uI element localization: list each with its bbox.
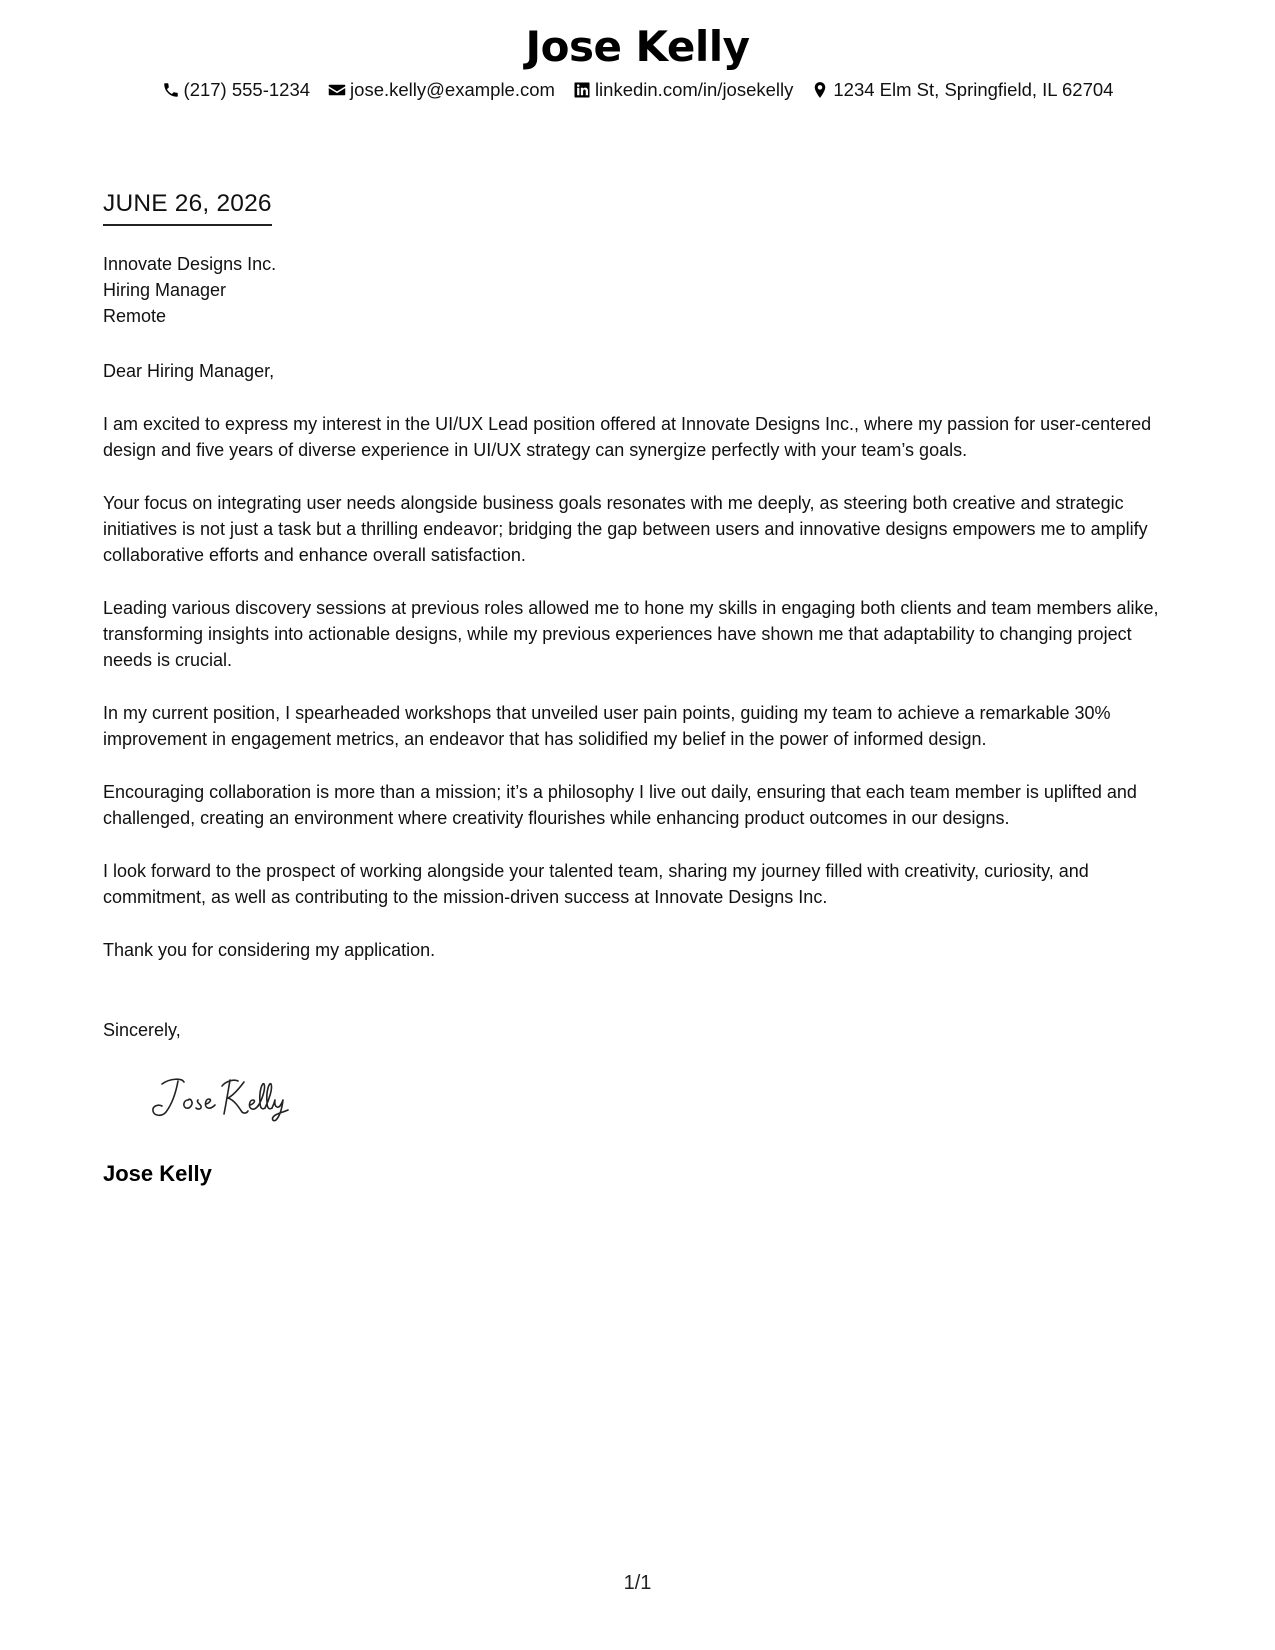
phone-icon: [162, 81, 180, 99]
handwritten-signature: [148, 1072, 318, 1124]
applicant-name: Jose Kelly: [525, 22, 750, 71]
closing: Sincerely,: [103, 1020, 181, 1040]
contact-address-text: 1234 Elm St, Springfield, IL 62704: [833, 79, 1114, 100]
salutation: Dear Hiring Manager,: [103, 361, 275, 381]
body-paragraph: Encouraging collaboration is more than a mission; it’s a philosophy I live out daily, ensuring that each team member is uplifted and challenged, creating an environment where creativity flourishes while enhancing product outcomes in our designs.: [103, 782, 1137, 828]
contact-phone-text: (217) 555-1234: [183, 79, 311, 100]
recipient-location: Remote: [103, 306, 167, 326]
recipient-company: Innovate Designs Inc.: [103, 254, 277, 274]
contact-linkedin: [573, 79, 793, 101]
recipient-block: [103, 251, 276, 329]
body-paragraph: Leading various discovery sessions at previous roles allowed me to hone my skills in engaging both clients and team members alike, transforming insights into actionable designs, while my previous experiences have shown me that adaptability to changing project needs is crucial.: [103, 598, 1159, 670]
body-paragraph: Your focus on integrating user needs alongside business goals resonates with me deeply, as steering both creative and strategic initiatives is not just a task but a thrilling endeavor; bridging the gap between users and innovative designs empowers me to amplify collaborative efforts and enhance overall satisfaction.: [103, 493, 1148, 565]
contact-phone: [162, 79, 311, 101]
map-pin-icon: [811, 81, 829, 99]
letter-body: [103, 358, 1183, 990]
contact-email-text: jose.kelly@example.com: [350, 79, 555, 100]
envelope-icon: [328, 81, 346, 99]
contact-address: [811, 79, 1113, 101]
contact-email: [328, 79, 555, 101]
body-paragraph: In my current position, I spearheaded workshops that unveiled user pain points, guiding my team to achieve a remarkable 30% improvement in engagement metrics, an endeavor that has solidified my belief in the power of informed design.: [103, 703, 1111, 749]
signer-name: Jose Kelly: [103, 1161, 212, 1186]
body-paragraph: I look forward to the prospect of working alongside your talented team, sharing my journey filled with creativity, curiosity, and commitment, as well as contributing to the mission-driven success at Innovate Designs Inc.: [103, 861, 1089, 907]
recipient-title: Hiring Manager: [103, 280, 227, 300]
letter-date: JUNE 26, 2026: [103, 190, 272, 226]
contact-linkedin-text: linkedin.com/in/josekelly: [594, 79, 794, 100]
body-paragraph: Thank you for considering my application.: [103, 940, 436, 960]
page-number: 1/1: [623, 1572, 652, 1594]
linkedin-icon: [573, 81, 591, 99]
contact-bar: [0, 79, 1275, 101]
body-paragraph: I am excited to express my interest in the UI/UX Lead position offered at Innovate Designs Inc., where my passion for user-centered design and five years of diverse experience in UI/UX strategy can synergize perfectly with your team’s goals.: [103, 414, 1152, 460]
